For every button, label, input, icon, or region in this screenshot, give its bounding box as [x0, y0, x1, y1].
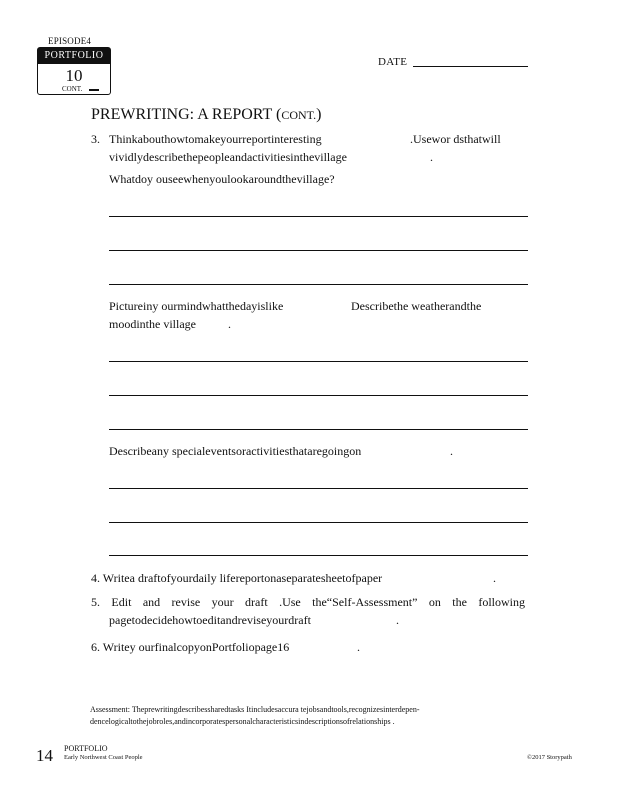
- item5-line2: pagetodecidehowtoeditandreviseyourdraft: [109, 613, 311, 627]
- answer-line[interactable]: [109, 250, 528, 251]
- item3-line1b: .Usewor dsthatwill: [410, 132, 501, 146]
- item4-text: 4. Writea draftofyourdaily lifereportonaseparatesheetofpaper: [91, 571, 383, 585]
- page-title: PREWRITING: A REPORT (CONT.): [91, 106, 322, 123]
- badge-label: PORTFOLIO: [38, 48, 110, 64]
- item5-period: .: [396, 613, 399, 627]
- answer-line[interactable]: [109, 284, 528, 285]
- page-number: 14: [36, 746, 53, 765]
- footer-portfolio-label: PORTFOLIO: [64, 744, 108, 753]
- question-events: Describeany specialeventsoractivitiesthataregoingon: [109, 444, 362, 458]
- item5-line1: 5. Edit and revise your draft .Use the“Self-Assessment” on the following: [91, 595, 525, 609]
- badge-cont: CONT.: [62, 85, 83, 93]
- episode-label: EPISODE4: [48, 36, 92, 46]
- item6-text: 6. Writey ourfinalcopyonPortfoliopage16: [91, 640, 290, 654]
- item3-line2b: .: [430, 150, 433, 164]
- date-label: DATE: [378, 56, 408, 68]
- question-see: Whatdoy ouseewhenyoulookaroundthevillage?: [109, 172, 335, 186]
- assessment-line1: Assessment: Theprewritingdescribessharedtasks Itincludesaccura tejobsandtools,recognizesinterdepen-: [90, 705, 420, 714]
- question-picture: Pictureiny ourmindwhatthedayislike: [109, 299, 284, 313]
- assessment-line2: dencelogicaltothejobroles,andincorporatespersonalcharacteristicsindescriptionsofrelationships .: [90, 717, 395, 726]
- question-mood: moodinthe village: [109, 317, 196, 331]
- badge-dash: [89, 89, 99, 91]
- portfolio-badge: [37, 47, 111, 95]
- answer-line[interactable]: [109, 522, 528, 523]
- question-mood-period: .: [228, 317, 231, 331]
- item3-line2a: vividlydescribethepeopleandactivitiesinthevillage: [109, 150, 347, 164]
- answer-line[interactable]: [109, 216, 528, 217]
- date-line[interactable]: [413, 66, 528, 67]
- answer-line[interactable]: [109, 395, 528, 396]
- badge-number: 10: [65, 66, 83, 85]
- question-weather: Describethe weatherandthe: [351, 299, 482, 313]
- answer-line[interactable]: [109, 361, 528, 362]
- answer-line[interactable]: [109, 555, 528, 556]
- answer-line[interactable]: [109, 429, 528, 430]
- item3-line1a: Thinkabouthowtomakeyourreportinteresting: [109, 132, 322, 146]
- copyright: ©2017 Storypath: [527, 754, 572, 761]
- footer-portfolio: [64, 744, 143, 762]
- item4-period: .: [493, 571, 496, 585]
- item6-period: .: [357, 640, 360, 654]
- item3-number: 3.: [91, 132, 100, 146]
- footer-subtitle: Early Northwest Coast People: [64, 754, 143, 761]
- answer-line[interactable]: [109, 488, 528, 489]
- assessment-note: [90, 704, 525, 728]
- question-events-period: .: [450, 444, 453, 458]
